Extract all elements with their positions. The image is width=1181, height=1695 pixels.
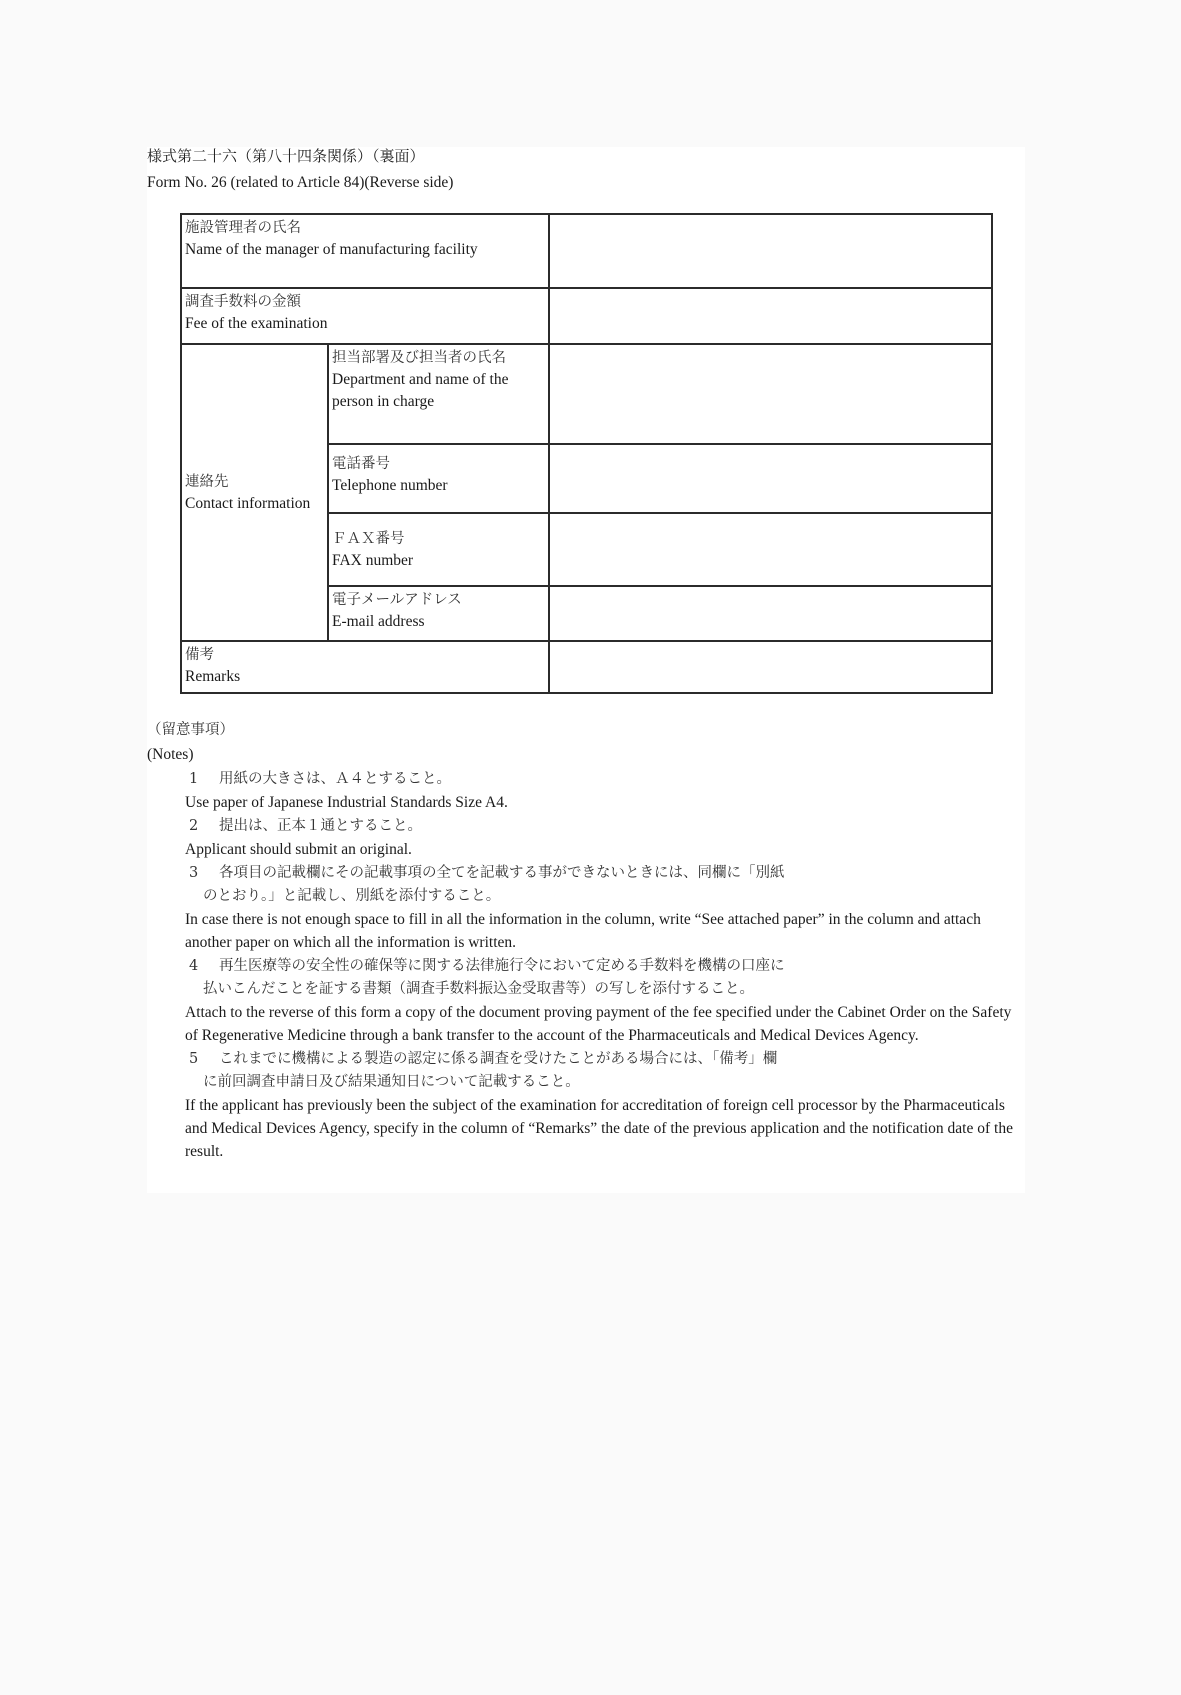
note-line: に前回調査申請日及び結果通知日について記載すること。 xyxy=(203,1074,580,1090)
manager-name-field[interactable] xyxy=(549,214,992,288)
form-title-japanese: 様式第二十六（第八十四条関係）（裏面） xyxy=(147,147,425,165)
label-japanese: 担当部署及び担当者の氏名 xyxy=(332,350,506,366)
email-field[interactable] xyxy=(549,586,992,641)
note-item xyxy=(185,768,1025,814)
note-line: 払いこんだことを証する書類（調査手数料振込金受取書等）の写しを添付すること。 xyxy=(203,981,754,997)
department-person-field[interactable] xyxy=(549,344,992,444)
email-label xyxy=(328,586,549,641)
form-row-remarks xyxy=(181,641,992,693)
note-number: 5 xyxy=(189,1051,199,1067)
manager-name-label xyxy=(181,214,549,288)
form-title-english: Form No. 26 (related to Article 84)(Reverse side) xyxy=(147,174,454,191)
note-line: これまでに機構による製造の認定に係る調査を受けたことがある場合には、「備考」欄 xyxy=(219,1051,778,1067)
note-text-japanese xyxy=(185,862,1025,908)
note-number: 2 xyxy=(189,818,199,834)
note-line: 各項目の記載欄にその記載事項の全てを記載する事ができないときには、同欄に「別紙 xyxy=(219,865,785,881)
form-row-manager-name xyxy=(181,214,992,288)
note-text-japanese xyxy=(185,815,1025,838)
note-item xyxy=(185,862,1025,954)
label-english: FAX number xyxy=(332,551,414,569)
note-text-english: Attach to the reverse of this form a copy of the document proving payment of the fee specified under the Cabinet Order on the Safety of Regenerative Medicine through a bank transfer to the account of the Pharmaceuticals and Medical Devices Agency. xyxy=(185,1004,1012,1044)
label-english: Fee of the examination xyxy=(185,315,328,332)
note-text-english: If the applicant has previously been the subject of the examination for accreditation of foreign cell processor by the Pharmaceuticals and Medical Devices Agency, specify in the column of “Remarks” the date of the previous application and the notification date of the result. xyxy=(185,1097,1013,1160)
label-english: Remarks xyxy=(185,668,241,685)
department-person-label xyxy=(328,344,549,444)
examination-fee-label xyxy=(181,288,549,344)
remarks-field[interactable] xyxy=(549,641,992,693)
note-text-english: Use paper of Japanese Industrial Standards Size A4. xyxy=(185,794,508,811)
note-number: 1 xyxy=(189,771,199,787)
telephone-label xyxy=(328,444,549,513)
fax-field[interactable] xyxy=(549,513,992,586)
label-english: Contact information xyxy=(185,494,311,512)
label-english: E-mail address xyxy=(332,613,425,630)
label-japanese: 電子メールアドレス xyxy=(332,592,462,608)
notes-heading-japanese: （留意事項） xyxy=(147,722,234,738)
application-form-table xyxy=(180,213,993,694)
notes-heading-english: (Notes) xyxy=(147,746,194,763)
note-item xyxy=(185,955,1025,1047)
label-japanese: 施設管理者の氏名 xyxy=(185,220,301,236)
note-item xyxy=(185,815,1025,861)
note-number: 3 xyxy=(189,865,199,881)
label-english: Department and name of the person in charge xyxy=(332,371,509,410)
examination-fee-field[interactable] xyxy=(549,288,992,344)
note-number: 4 xyxy=(189,958,199,974)
label-japanese: 調査手数料の金額 xyxy=(185,294,301,310)
note-text-japanese xyxy=(185,1048,1025,1094)
label-japanese: ＦＡＸ番号 xyxy=(332,530,405,547)
note-text-japanese xyxy=(185,955,1025,1001)
note-line: 用紙の大きさは、Ａ４とすること。 xyxy=(219,771,451,787)
form-row-contact-department xyxy=(181,344,992,444)
note-item xyxy=(185,1048,1025,1163)
note-line: のとおり。」と記載し、別紙を添付すること。 xyxy=(203,888,501,904)
note-text-english: In case there is not enough space to fill in all the information in the column, write “See attached paper” in the column and attach another paper on which all the information is written. xyxy=(185,911,981,951)
label-english: Telephone number xyxy=(332,477,448,494)
label-japanese: 連絡先 xyxy=(185,473,229,490)
label-english: Name of the manager of manufacturing facility xyxy=(185,241,478,258)
note-line: 提出は、正本１通とすること。 xyxy=(219,818,422,834)
notes-list xyxy=(185,768,1025,1164)
telephone-field[interactable] xyxy=(549,444,992,513)
label-japanese: 備考 xyxy=(185,647,214,663)
label-japanese: 電話番号 xyxy=(332,456,390,472)
note-text-japanese xyxy=(185,768,1025,791)
contact-information-label xyxy=(181,344,328,641)
form-row-examination-fee xyxy=(181,288,992,344)
note-line: 再生医療等の安全性の確保等に関する法律施行令において定める手数料を機構の口座に xyxy=(219,958,785,974)
note-text-english: Applicant should submit an original. xyxy=(185,841,412,858)
fax-label xyxy=(328,513,549,586)
remarks-label xyxy=(181,641,549,693)
